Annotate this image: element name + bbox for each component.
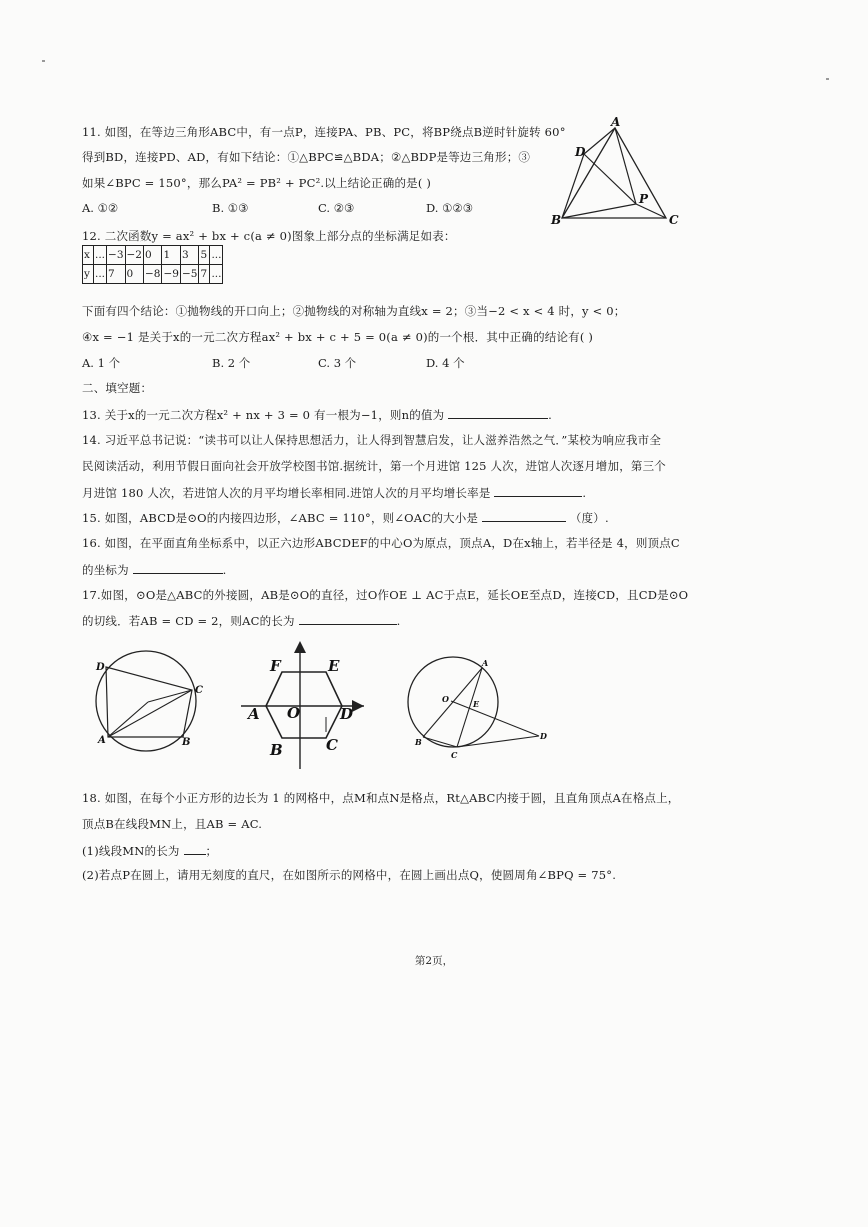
fig11-label-a: A xyxy=(611,115,621,129)
q12-line1: 12. 二次函数y = ax² + bx + c(a ≠ 0)图象上部分点的坐标满足如表： xyxy=(82,229,456,243)
q15-end: （度）. xyxy=(569,511,609,525)
q14-line3 xyxy=(82,484,586,501)
fig15-label-c: C xyxy=(195,685,203,696)
q18-sub1-answer-blank[interactable] xyxy=(184,842,206,855)
q12-y-cell: 7 xyxy=(199,265,210,284)
q18-sub2: (2)若点P在圆上，请用无刻度的直尺，在如图所示的网格中，在圆上画出点Q，使圆周角∠BPQ = 75°. xyxy=(82,868,617,882)
fig17-label-b: B xyxy=(415,737,422,747)
q12-x-cell: 5 xyxy=(199,246,210,265)
q12-y-cell: ... xyxy=(94,265,107,284)
fig11-label-c: C xyxy=(669,213,679,227)
q16-end: . xyxy=(222,563,227,577)
fig16-label-d: D xyxy=(340,705,354,723)
q11-line2: 得到BD，连接PD、AD，有如下结论：①△BPC≌△BDA；②△BDP是等边三角形；③ xyxy=(82,150,531,164)
q14-line2: 民阅读活动，利用节假日面向社会开放学校图书馆.据统计，第一个月进馆 125 人次，进馆人次逐月增加，第三个 xyxy=(82,459,667,473)
q14-text: 月进馆 180 人次，若进馆人次的月平均增长率相同.进馆人次的月平均增长率是 xyxy=(82,486,491,500)
q11-option-a: A. ①② xyxy=(82,201,119,215)
q18-sub1-text: (1)线段MN的长为 xyxy=(82,844,180,858)
fig17-label-e: E xyxy=(473,699,480,709)
q12-line2: 下面有四个结论：①抛物线的开口向上；②抛物线的对称轴为直线x = 2；③当−2 < x < 4 时，y < 0； xyxy=(82,304,626,318)
q12-option-b: B. 2 个 xyxy=(212,356,251,370)
q12-value-table xyxy=(82,245,223,284)
fig15-label-d: D xyxy=(96,662,105,673)
q17-line2 xyxy=(82,612,400,629)
fig16-label-o: O xyxy=(287,704,301,722)
q12-x-row xyxy=(83,246,223,265)
q14-answer-blank[interactable] xyxy=(494,484,582,497)
q12-y-cell: −8 xyxy=(143,265,161,284)
q16-hexagon-figure xyxy=(236,637,382,775)
q11-triangle-figure xyxy=(548,115,688,230)
fig17-label-c: C xyxy=(451,750,458,760)
q13-text: 13. 关于x的一元二次方程x² + nx + 3 = 0 有一根为−1，则n的值为 xyxy=(82,408,445,422)
fig17-label-o: O xyxy=(442,694,449,704)
page-footer: 第2页， xyxy=(414,955,454,967)
q12-x-cell: ... xyxy=(210,246,223,265)
q17-end: . xyxy=(396,614,401,628)
q11-option-d: D. ①②③ xyxy=(426,201,474,215)
fig15-label-a: A xyxy=(98,735,106,746)
q11-option-b: B. ①③ xyxy=(212,201,249,215)
q15-text: 15. 如图，ABCD是⊙O的内接四边形，∠ABC = 110°，则∠OAC的大小是 xyxy=(82,511,479,525)
section-heading: 二、填空题： xyxy=(82,381,153,395)
q16-line1: 16. 如图，在平面直角坐标系中，以正六边形ABCDEF的中心O为原点，顶点A，D在x轴上，若半径是 4，则顶点C xyxy=(82,536,680,550)
fig11-label-d: D xyxy=(575,145,586,159)
q16-text: 的坐标为 xyxy=(82,563,129,577)
q17-circle-figure xyxy=(405,655,557,765)
fig16-label-a: A xyxy=(248,705,260,723)
q18-sub1 xyxy=(82,842,217,859)
q12-y-cell: −9 xyxy=(162,265,180,284)
q12-x-cell: x xyxy=(83,246,94,265)
q12-option-a: A. 1 个 xyxy=(82,356,121,370)
q12-x-cell: 3 xyxy=(180,246,198,265)
fig17-label-a: A xyxy=(482,658,489,668)
q16-answer-blank[interactable] xyxy=(133,561,223,574)
fig15-label-b: B xyxy=(182,737,191,748)
fig11-label-b: B xyxy=(551,213,562,227)
fig17-label-d: D xyxy=(540,731,547,741)
q12-x-cell: 0 xyxy=(143,246,161,265)
q13-end: . xyxy=(548,408,553,422)
scan-speck xyxy=(826,78,829,80)
q17-text: 的切线．若AB = CD = 2，则AC的长为 xyxy=(82,614,295,628)
q12-x-cell: −3 xyxy=(107,246,125,265)
fig16-label-b: B xyxy=(270,741,283,759)
q11-option-c: C. ②③ xyxy=(318,201,355,215)
q16-line2 xyxy=(82,561,227,578)
q12-y-cell: y xyxy=(83,265,94,284)
q15-line xyxy=(82,509,609,526)
q13-answer-blank[interactable] xyxy=(448,406,548,419)
q12-x-cell: −2 xyxy=(125,246,143,265)
q17-answer-blank[interactable] xyxy=(299,612,397,625)
q12-line3: ④x = −1 是关于x的一元二次方程ax² + bx + c + 5 = 0(a ≠ 0)的一个根．其中正确的结论有( ) xyxy=(82,330,594,344)
fig16-label-c: C xyxy=(326,736,338,754)
q18-sub1-end: ； xyxy=(205,844,218,858)
q12-y-row xyxy=(83,265,223,284)
fig16-label-e: E xyxy=(328,657,340,675)
fig11-label-p: P xyxy=(639,192,649,206)
q12-y-cell: 7 xyxy=(107,265,125,284)
q14-line1: 14. 习近平总书记说：“读书可以让人保持思想活力，让人得到智慧启发，让人滋养浩然之气．”某校为响应我市全 xyxy=(82,433,662,447)
q14-end: . xyxy=(582,486,587,500)
q12-x-cell: 1 xyxy=(162,246,180,265)
q11-line1: 11. 如图，在等边三角形ABC中，有一点P，连接PA、PB、PC，将BP绕点B逆时针旋转 60° xyxy=(82,125,566,139)
q12-x-cell: ... xyxy=(94,246,107,265)
q15-answer-blank[interactable] xyxy=(482,509,566,522)
q12-y-cell: ... xyxy=(210,265,223,284)
fig16-label-f: F xyxy=(270,657,281,675)
q11-line3: 如果∠BPC = 150°，那么PA² = PB² + PC².以上结论正确的是( ) xyxy=(82,176,432,190)
q18-line1: 18. 如图，在每个小正方形的边长为 1 的网格中，点M和点N是格点，Rt△ABC内接于圆，且直角顶点A在格点上， xyxy=(82,791,680,805)
q12-option-d: D. 4 个 xyxy=(426,356,465,370)
scan-speck xyxy=(42,60,45,62)
q17-line1: 17.如图，⊙O是△ABC的外接圆，AB是⊙O的直径，过O作OE ⊥ AC于点E，延长OE至点D，连接CD，且CD是⊙O xyxy=(82,588,689,602)
q18-line2: 顶点B在线段MN上，且AB = AC. xyxy=(82,817,263,831)
q13-line xyxy=(82,406,552,423)
q12-y-cell: −5 xyxy=(180,265,198,284)
q12-option-c: C. 3 个 xyxy=(318,356,357,370)
q15-circle-figure xyxy=(88,650,212,762)
q12-y-cell: 0 xyxy=(125,265,143,284)
